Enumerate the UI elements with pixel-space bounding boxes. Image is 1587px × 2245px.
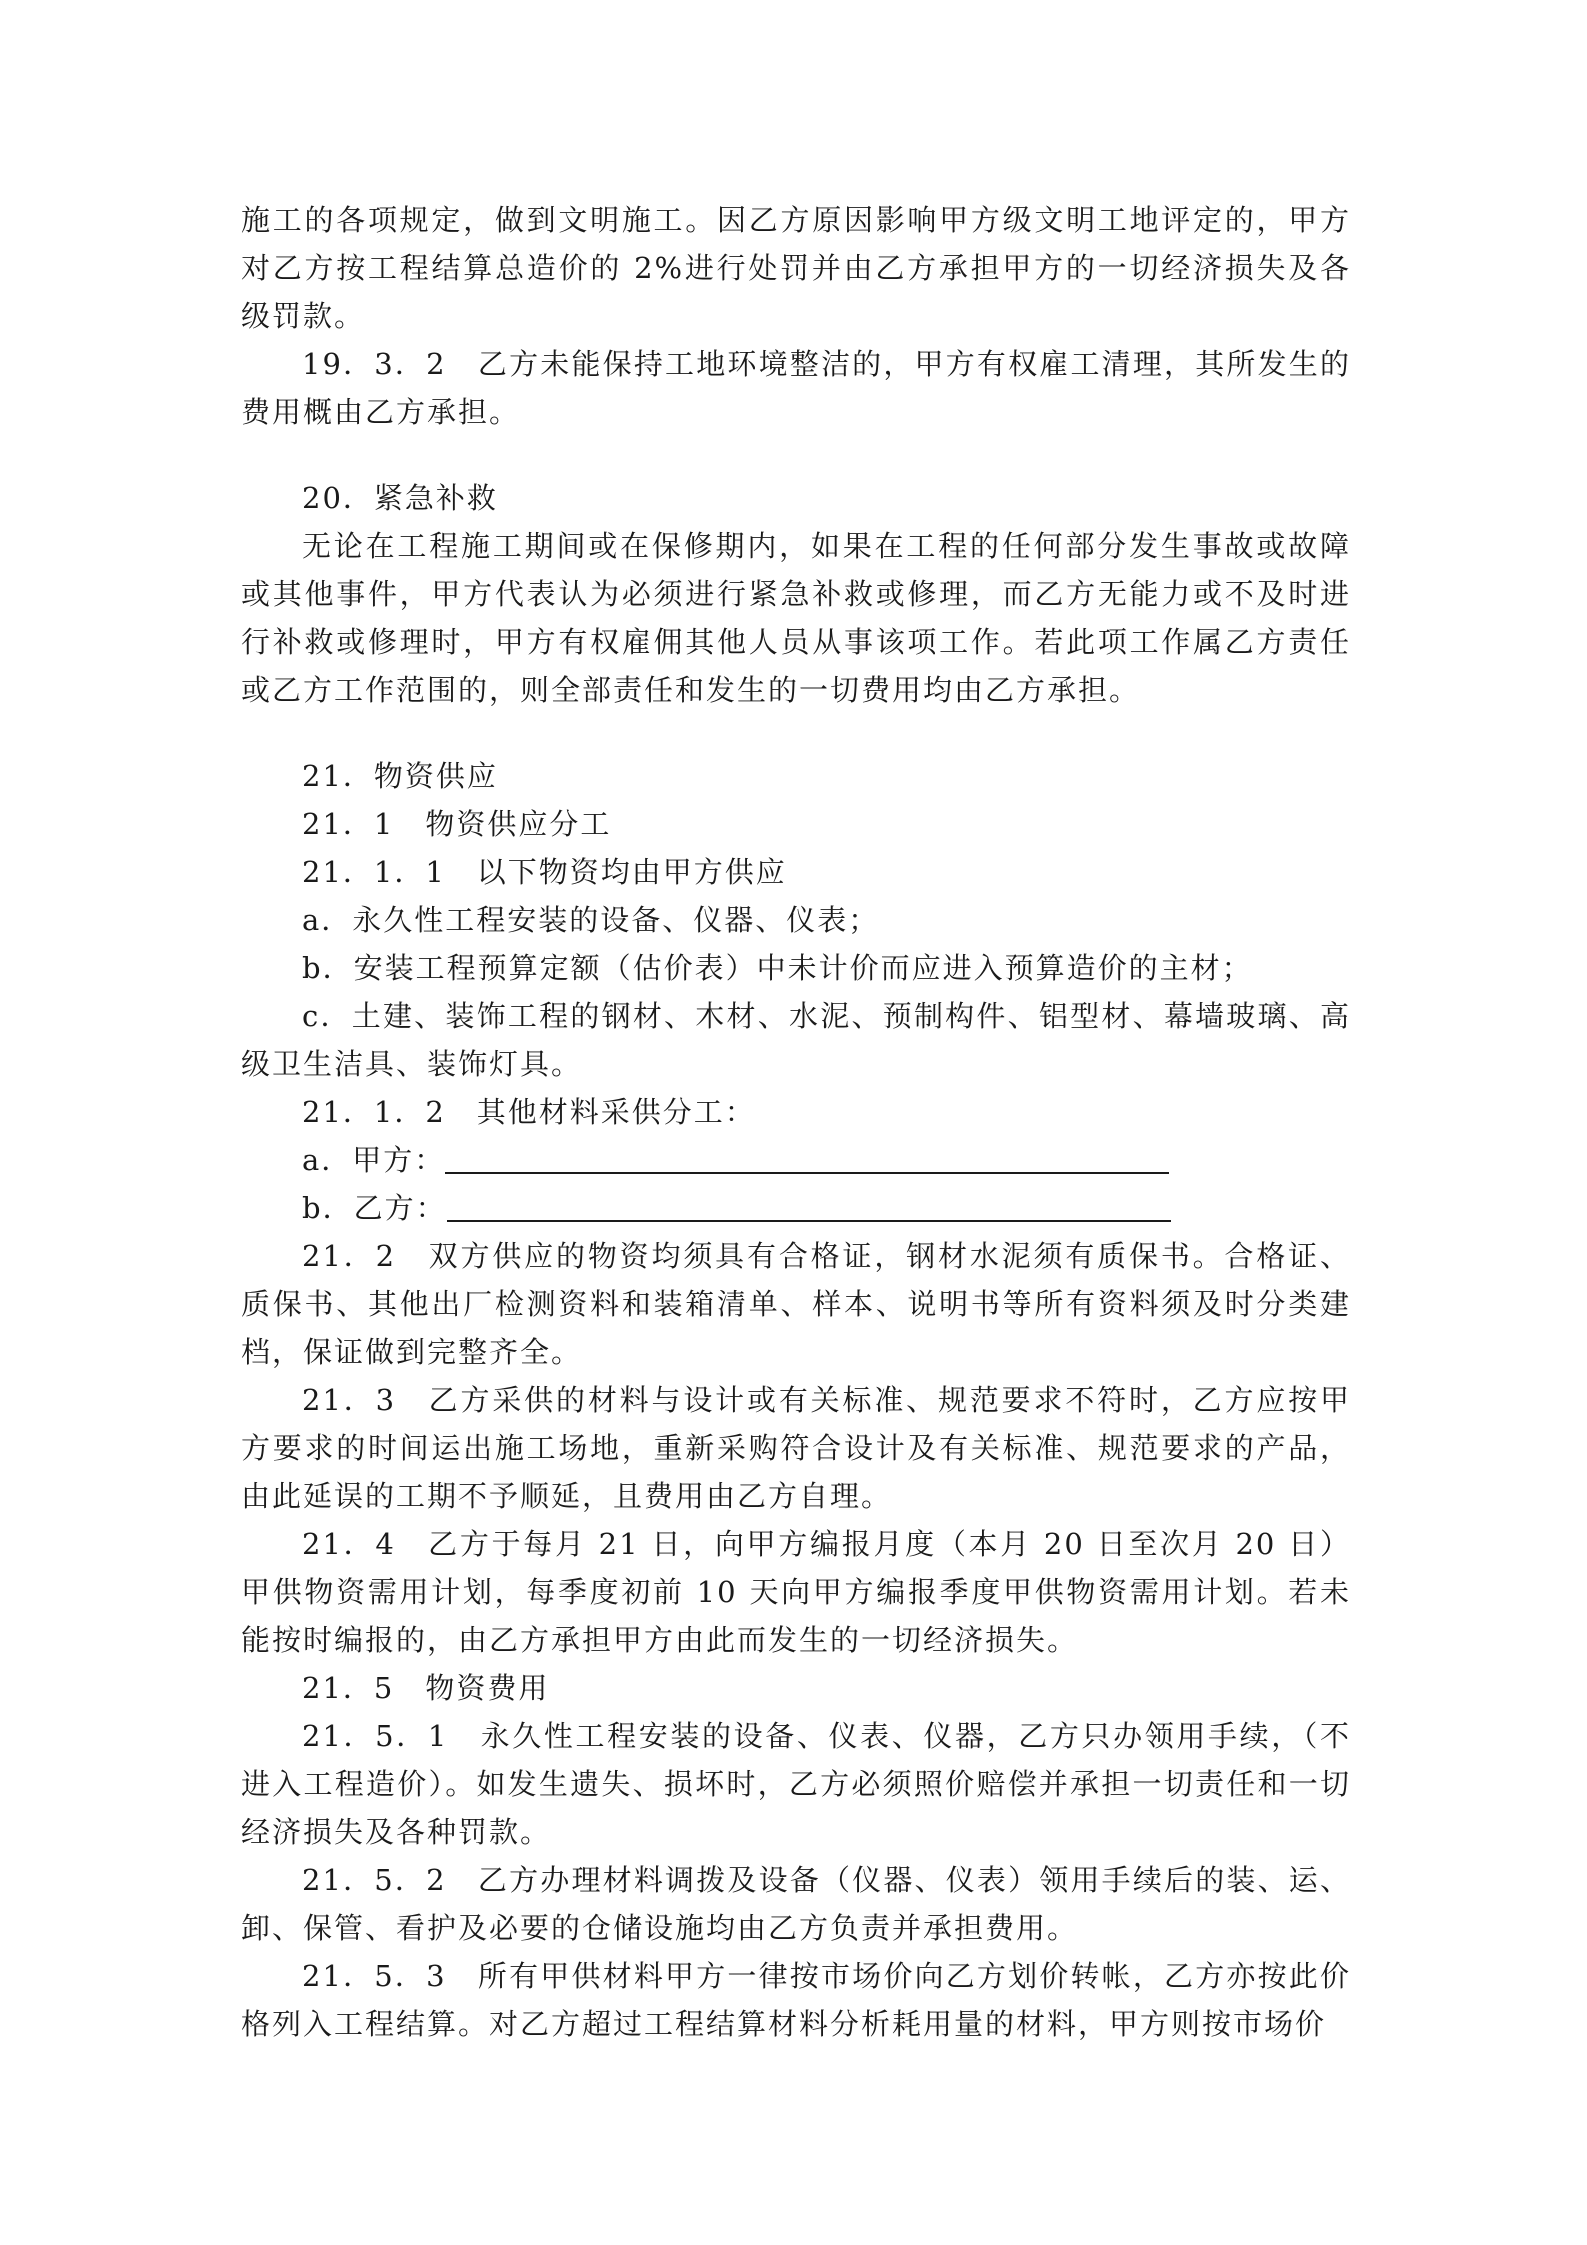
clause-21-5-1: 21．5．1 永久性工程安装的设备、仪表、仪器，乙方只办领用手续，（不进入工程造价）。如发生遗失、损坏时，乙方必须照价赔偿并承担一切责任和一切经济损失及各种罚款。	[241, 1719, 1351, 1849]
clause-21-3: 21．3 乙方采供的材料与设计或有关标准、规范要求不符时，乙方应按甲方要求的时间运出施工场地，重新采购符合设计及有关标准、规范要求的产品，由此延误的工期不予顺延，且费用由乙方自理。	[241, 1383, 1351, 1513]
clause-20-body: 无论在工程施工期间或在保修期内，如果在工程的任何部分发生事故或故障或其他事件，甲方代表认为必须进行紧急补救或修理，而乙方无能力或不及时进行补救或修理时，甲方有权雇佣其他人员从事该项工作。若此项工作属乙方责任或乙方工作范围的，则全部责任和发生的一切费用均由乙方承担。	[241, 529, 1351, 707]
list-item-c: c．土建、装饰工程的钢材、木材、水泥、预制构件、铝型材、幕墙玻璃、高级卫生洁具、装饰灯具。	[241, 999, 1351, 1081]
clause-21-5-2: 21．5．2 乙方办理材料调拨及设备（仪器、仪表）领用手续后的装、运、卸、保管、看护及必要的仓储设施均由乙方负责并承担费用。	[241, 1863, 1351, 1945]
fill-row-party-b	[241, 1184, 1351, 1232]
fill-row-party-a	[241, 1136, 1351, 1184]
clause-19-3-2: 19．3．2 乙方未能保持工地环境整洁的，甲方有权雇工清理，其所发生的费用概由乙方承担。	[241, 347, 1351, 429]
document-page	[241, 196, 1351, 2048]
section-heading-21: 21．物资供应	[302, 759, 498, 793]
blank-fill-line-party-a	[445, 1142, 1169, 1174]
list-item-b: b．安装工程预算定额（估价表）中未计价而应进入预算造价的主材；	[302, 951, 1253, 985]
clause-21-2: 21．2 双方供应的物资均须具有合格证，钢材水泥须有质保书。合格证、质保书、其他出厂检测资料和装箱清单、样本、说明书等所有资料须及时分类建档，保证做到完整齐全。	[241, 1239, 1351, 1369]
clause-21-1-1-heading: 21．1．1 以下物资均由甲方供应	[302, 855, 787, 889]
section-heading-20: 20．紧急补救	[302, 481, 498, 515]
clause-21-1-2-heading: 21．1．2 其他材料采供分工：	[302, 1095, 756, 1129]
fill-label-party-b: b．乙方：	[302, 1191, 447, 1225]
clause-21-1-heading: 21．1 物资供应分工	[302, 807, 612, 841]
paragraph-civilized-construction: 施工的各项规定，做到文明施工。因乙方原因影响甲方级文明工地评定的，甲方对乙方按工程结算总造价的 2%进行处罚并由乙方承担甲方的一切经济损失及各级罚款。	[241, 203, 1351, 333]
blank-fill-line-party-b	[447, 1190, 1171, 1222]
clause-21-4: 21．4 乙方于每月 21 日，向甲方编报月度（本月 20 日至次月 20 日）甲供物资需用计划，每季度初前 10 天向甲方编报季度甲供物资需用计划。若未能按时编报的，由乙方承担甲方由此而发生的一切经济损失。	[241, 1527, 1351, 1657]
list-item-a: a．永久性工程安装的设备、仪器、仪表；	[302, 903, 880, 937]
clause-21-5-heading: 21．5 物资费用	[302, 1671, 550, 1705]
clause-21-5-3: 21．5．3 所有甲供材料甲方一律按市场价向乙方划价转帐，乙方亦按此价格列入工程结算。对乙方超过工程结算材料分析耗用量的材料，甲方则按市场价	[241, 1959, 1351, 2041]
section-gap	[241, 436, 1351, 474]
section-gap	[241, 714, 1351, 752]
fill-label-party-a: a．甲方：	[302, 1143, 446, 1177]
